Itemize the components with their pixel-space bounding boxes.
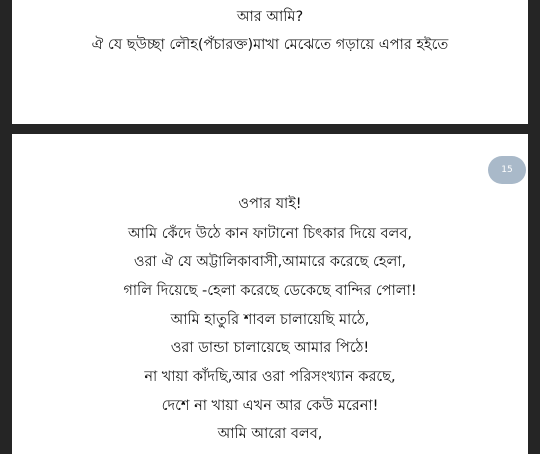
text-line: আমি আরো বলব, bbox=[217, 426, 323, 442]
document-page-bottom bbox=[12, 134, 528, 454]
text-line: ওরা ডান্ডা চালায়েছে আমার পিঠে! bbox=[170, 340, 370, 356]
document-page-top bbox=[12, 0, 528, 124]
text-line: দেশে না খায়া এখন আর কেউ মরেনা! bbox=[161, 398, 379, 414]
text-line: গালি দিয়েছে -হেলা করেছে ডেকেছে বান্দির পোলা! bbox=[123, 283, 417, 299]
text-line: আমি কেঁদে উঠে কান ফাটানো চিৎকার দিয়ে বলব, bbox=[127, 226, 413, 242]
text-line: আমি হাতুরি শাবল চালায়েছি মাঠে, bbox=[170, 312, 370, 328]
text-line: ওপার যাই! bbox=[238, 196, 302, 212]
text-line: না খায়া কাঁদছি,আর ওরা পরিসংখ্যান করছে, bbox=[144, 369, 396, 385]
text-line: ঐ যে ছউচ্ছা লৌহ(পঁচারক্ত)মাখা মেঝেতে গড়ায়ে এপার হইতে bbox=[91, 37, 449, 53]
text-line: আর আমি? bbox=[236, 9, 304, 25]
page-number-badge: 15 bbox=[488, 156, 526, 184]
text-line: ওরা ঐ যে অট্টালিকাবাসী,আমারে করেছে হেলা, bbox=[133, 254, 407, 270]
